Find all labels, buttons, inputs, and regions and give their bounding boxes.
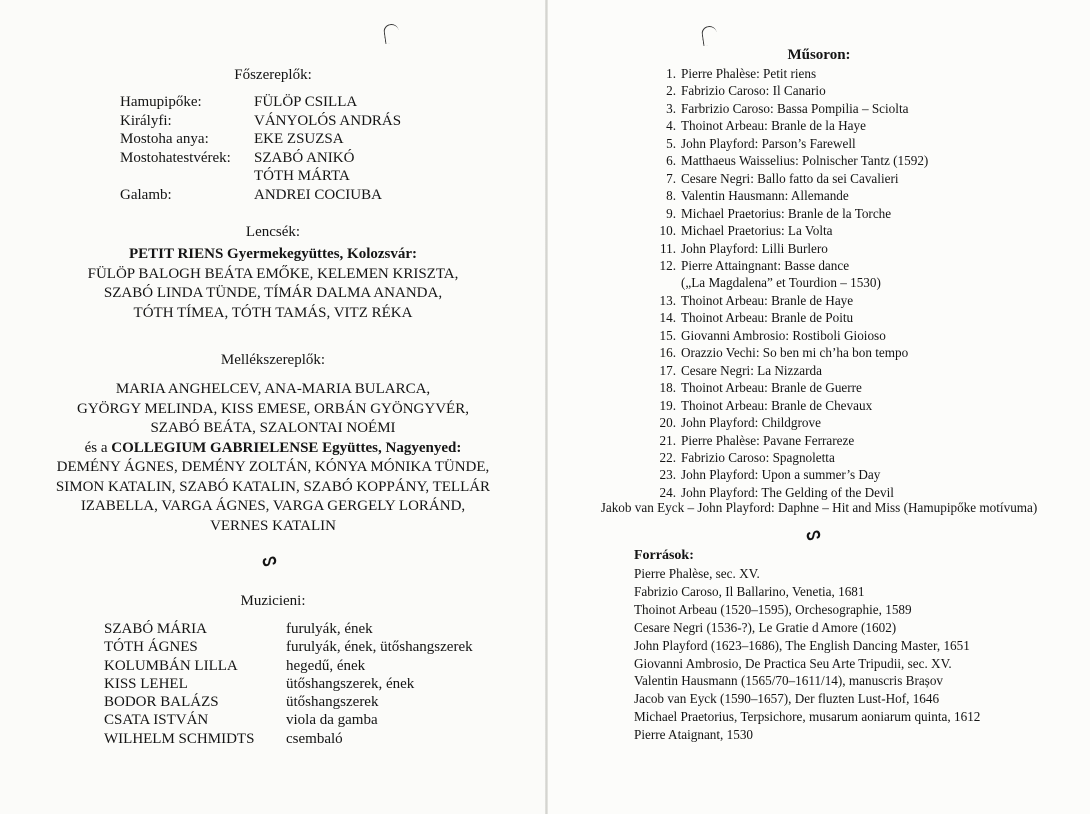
program-item bbox=[638, 309, 928, 326]
source-item: Cesare Negri (1536-?), Le Gratie d Amore (1602) bbox=[634, 619, 897, 635]
musicians-list bbox=[104, 620, 473, 748]
cast-row bbox=[120, 112, 401, 131]
program-item bbox=[638, 257, 928, 274]
collegium-names-line: DEMÉNY ÁGNES, DEMÉNY ZOLTÁN, KÓNYA MÓNIKA TÜNDE, bbox=[56, 459, 490, 475]
program-item bbox=[638, 82, 928, 99]
binding-hole-mark bbox=[701, 25, 718, 46]
program-item bbox=[638, 379, 928, 396]
program-item-text: („La Magdalena” et Tourdion – 1530) bbox=[681, 275, 881, 291]
program-item-number: 13. bbox=[659, 292, 676, 308]
program-item-number: 7. bbox=[666, 170, 676, 186]
program-item-text: Michael Praetorius: Branle de la Torche bbox=[681, 205, 892, 221]
program-item-number: 24. bbox=[659, 484, 676, 500]
musician-name: CSATA ISTVÁN bbox=[104, 712, 209, 729]
supporting-names-line: SZABÓ BEÁTA, SZALONTAI NOÉMI bbox=[150, 420, 396, 436]
program-item-number bbox=[638, 274, 681, 291]
musician-row bbox=[104, 730, 473, 748]
program-item-number: 20. bbox=[659, 415, 676, 431]
program-item-number: 14. bbox=[659, 310, 676, 326]
program-item-number: 2. bbox=[666, 83, 676, 99]
program-item bbox=[638, 344, 928, 361]
program-item-number: 10. bbox=[659, 223, 676, 239]
musician-row bbox=[104, 675, 473, 693]
main-cast-list bbox=[120, 93, 401, 204]
lencsek-block bbox=[0, 245, 546, 323]
musician-instrument: hegedű, ének bbox=[286, 657, 366, 674]
cast-role: Mostohatestvérek: bbox=[120, 149, 231, 166]
cast-row bbox=[120, 149, 401, 168]
program-item-text: Thoinot Arbeau: Branle de Guerre bbox=[681, 380, 862, 396]
program-extra: Jakob van Eyck – John Playford: Daphne – Hit and Miss (Hamupipőke motívuma) bbox=[600, 500, 1038, 515]
program-item-number: 1. bbox=[666, 66, 676, 81]
supporting-names-line: MARIA ANGHELCEV, ANA-MARIA BULARCA, bbox=[115, 381, 431, 397]
cast-row bbox=[120, 130, 401, 149]
program-item bbox=[638, 397, 928, 414]
musician-row bbox=[104, 638, 473, 656]
program-item-number: 9. bbox=[666, 205, 676, 221]
source-item: Michael Praetorius, Terpsichore, musarum aoniarum quinta, 1612 bbox=[634, 709, 981, 725]
program-item-number: 15. bbox=[659, 327, 676, 343]
cast-row bbox=[120, 93, 401, 112]
program-item-number: 5. bbox=[666, 135, 676, 151]
program-item-text: Fabrizio Caroso: Spagnoletta bbox=[681, 449, 835, 465]
program-item-text: Michael Praetorius: La Volta bbox=[681, 223, 833, 239]
collegium-suffix: : bbox=[456, 439, 462, 456]
program-item bbox=[638, 222, 928, 239]
program-item bbox=[638, 65, 928, 82]
lencsek-group: PETIT RIENS Gyermekegyüttes, Kolozsvár: bbox=[128, 246, 418, 262]
musician-name: KOLUMBÁN LILLA bbox=[104, 657, 238, 674]
program-item-text: John Playford: Lilli Burlero bbox=[681, 240, 828, 256]
program-item-text: Thoinot Arbeau: Branle de Poitu bbox=[681, 310, 854, 326]
collegium-names-line: IZABELLA, VARGA ÁGNES, VARGA GERGELY LORÁND, bbox=[80, 498, 466, 514]
musician-instrument: furulyák, ének bbox=[286, 621, 373, 637]
program-item bbox=[638, 135, 928, 152]
right-page bbox=[548, 0, 1090, 814]
program-item bbox=[638, 187, 928, 204]
program-item bbox=[638, 327, 928, 344]
source-item: Pierre Phalèse, sec. XV. bbox=[634, 566, 760, 581]
source-item: Pierre Ataignant, 1530 bbox=[634, 727, 754, 743]
program-item bbox=[638, 240, 928, 257]
program-item bbox=[638, 466, 928, 483]
program-item-text: Pierre Phalèse: Pavane Ferrareze bbox=[681, 432, 855, 448]
program-item-text: Thoinot Arbeau: Branle de la Haye bbox=[681, 118, 866, 134]
cast-name: ANDREI COCIUBA bbox=[254, 186, 382, 203]
binding-hole-mark bbox=[383, 23, 400, 44]
program-item-number: 19. bbox=[659, 397, 676, 413]
program-item-text: Farbrizio Caroso: Bassa Pompilia – Sciolta bbox=[681, 100, 909, 116]
program-item bbox=[638, 362, 928, 379]
program-item-text: Thoinot Arbeau: Branle de Chevaux bbox=[681, 397, 873, 413]
cast-name: FÜLÖP CSILLA bbox=[254, 94, 358, 110]
program-item-number: 18. bbox=[659, 380, 676, 396]
ornament-icon: ᔕ bbox=[260, 550, 278, 571]
program-item-text: John Playford: Childgrove bbox=[681, 415, 821, 431]
sources-list bbox=[634, 565, 980, 744]
program-item-number: 16. bbox=[659, 345, 676, 361]
program-item bbox=[638, 152, 928, 169]
program-list bbox=[638, 65, 928, 501]
musician-name: WILHELM SCHMIDTS bbox=[104, 730, 255, 747]
musician-name: SZABÓ MÁRIA bbox=[104, 621, 207, 637]
cast-row bbox=[120, 167, 401, 186]
program-item-text: Cesare Negri: La Nizzarda bbox=[681, 362, 822, 378]
supporting-block bbox=[0, 380, 546, 536]
supporting-names-line: GYÖRGY MELINDA, KISS EMESE, ORBÁN GYÖNGYVÉR, bbox=[77, 400, 469, 417]
program-item-text: Giovanni Ambrosio: Rostiboli Gioioso bbox=[681, 327, 886, 343]
program-item-number: 21. bbox=[659, 432, 676, 448]
program-item bbox=[638, 414, 928, 431]
collegium-group: COLLEGIUM GABRIELENSE Együttes, Nagyenyed bbox=[111, 439, 457, 456]
source-item: Jacob van Eyck (1590–1657), Der fluzten Lust-Hof, 1646 bbox=[634, 691, 940, 707]
program-item-text: Pierre Phalèse: Petit riens bbox=[681, 66, 817, 81]
cast-name: VÁNYOLÓS ANDRÁS bbox=[254, 112, 402, 129]
program-item-number: 11. bbox=[660, 240, 676, 256]
lencsek-names-line: FÜLÖP BALOGH BEÁTA EMŐKE, KELEMEN KRISZTA, bbox=[87, 265, 459, 282]
cast-role: Hamupipőke: bbox=[120, 94, 202, 110]
musician-name: TÓTH ÁGNES bbox=[104, 639, 198, 656]
program-item bbox=[638, 100, 928, 117]
musician-row bbox=[104, 693, 473, 711]
program-item-text: John Playford: Upon a summer’s Day bbox=[681, 467, 881, 483]
program-item-number: 22. bbox=[659, 449, 676, 465]
source-item: Giovanni Ambrosio, De Practica Seu Arte Tripudii, sec. XV. bbox=[634, 655, 952, 671]
program-item bbox=[638, 170, 928, 187]
program-item-text: John Playford: The Gelding of the Devil bbox=[681, 484, 894, 500]
cast-role: Királyfi: bbox=[120, 112, 172, 129]
musician-row bbox=[104, 620, 473, 638]
ornament-icon: ᔕ bbox=[804, 524, 822, 545]
program-item-number: 6. bbox=[666, 153, 676, 169]
cast-name: EKE ZSUZSA bbox=[254, 131, 344, 147]
main-cast-title: Főszereplők: bbox=[234, 67, 312, 83]
musician-instrument: csembaló bbox=[286, 730, 343, 747]
cast-role: Galamb: bbox=[120, 186, 172, 203]
lencsek-title: Lencsék: bbox=[245, 224, 301, 240]
sources-title: Források: bbox=[634, 548, 694, 563]
lencsek-names-line: TÓTH TÍMEA, TÓTH TAMÁS, VITZ RÉKA bbox=[133, 304, 413, 321]
cast-role bbox=[120, 167, 254, 186]
program-item bbox=[638, 484, 928, 501]
program-item-number: 8. bbox=[666, 188, 676, 204]
program-item-text: John Playford: Parson’s Farewell bbox=[681, 135, 856, 151]
source-item: Thoinot Arbeau (1520–1595), Orchesographie, 1589 bbox=[634, 601, 912, 617]
musician-row bbox=[104, 657, 473, 675]
musician-instrument: ütőshangszerek, ének bbox=[286, 675, 415, 692]
source-item: Valentin Hausmann (1565/70–1611/14), manuscris Brașov bbox=[634, 673, 944, 689]
source-item: John Playford (1623–1686), The English Dancing Master, 1651 bbox=[634, 637, 970, 653]
program-item bbox=[638, 449, 928, 466]
program-item-text: Cesare Negri: Ballo fatto da sei Cavalieri bbox=[681, 170, 899, 186]
musician-instrument: ütőshangszerek bbox=[286, 694, 379, 711]
cast-name: TÓTH MÁRTA bbox=[254, 168, 350, 184]
cast-role: Mostoha anya: bbox=[120, 131, 209, 147]
program-item-number: 4. bbox=[666, 118, 676, 134]
program-item bbox=[638, 205, 928, 222]
collegium-line bbox=[0, 439, 546, 459]
program-item-text: Pierre Attaingnant: Basse dance bbox=[681, 257, 850, 273]
cast-row bbox=[120, 186, 401, 205]
musicians-title: Muzicieni: bbox=[240, 593, 306, 609]
musician-instrument: viola da gamba bbox=[286, 712, 378, 729]
program-item bbox=[638, 274, 928, 291]
musician-name: KISS LEHEL bbox=[104, 675, 188, 692]
musician-instrument: furulyák, ének, ütőshangszerek bbox=[286, 639, 473, 656]
program-item-number: 23. bbox=[659, 467, 676, 483]
program-item-text: Matthaeus Waisselius: Polnischer Tantz (1592) bbox=[681, 153, 929, 169]
program-item-text: Thoinot Arbeau: Branle de Haye bbox=[681, 292, 854, 308]
program-item-number: 12. bbox=[659, 257, 676, 273]
program-item bbox=[638, 432, 928, 449]
program-item bbox=[638, 292, 928, 309]
musician-row bbox=[104, 711, 473, 729]
cast-name: SZABÓ ANIKÓ bbox=[254, 149, 355, 166]
source-item: Fabrizio Caroso, Il Ballarino, Venetia, 1681 bbox=[634, 583, 865, 599]
supporting-title: Mellékszereplők: bbox=[220, 352, 326, 368]
program-title: Műsoron: bbox=[787, 47, 851, 63]
program-item-text: Valentin Hausmann: Allemande bbox=[681, 188, 849, 204]
program-item-number: 17. bbox=[659, 362, 676, 378]
lencsek-names-line: SZABÓ LINDA TÜNDE, TÍMÁR DALMA ANANDA, bbox=[103, 285, 443, 301]
program-item-number: 3. bbox=[666, 100, 676, 116]
program-item-text: Orazzio Vechi: So ben mi ch’ha bon tempo bbox=[681, 345, 909, 361]
collegium-names-line: VERNES KATALIN bbox=[210, 517, 336, 534]
musician-name: BODOR BALÁZS bbox=[104, 694, 219, 711]
collegium-prefix: és a bbox=[84, 439, 112, 456]
program-item bbox=[638, 117, 928, 134]
collegium-names-line: SIMON KATALIN, SZABÓ KATALIN, SZABÓ KOPPÁNY, TELLÁR bbox=[55, 478, 491, 495]
program-item-text: Fabrizio Caroso: Il Canario bbox=[681, 83, 826, 99]
